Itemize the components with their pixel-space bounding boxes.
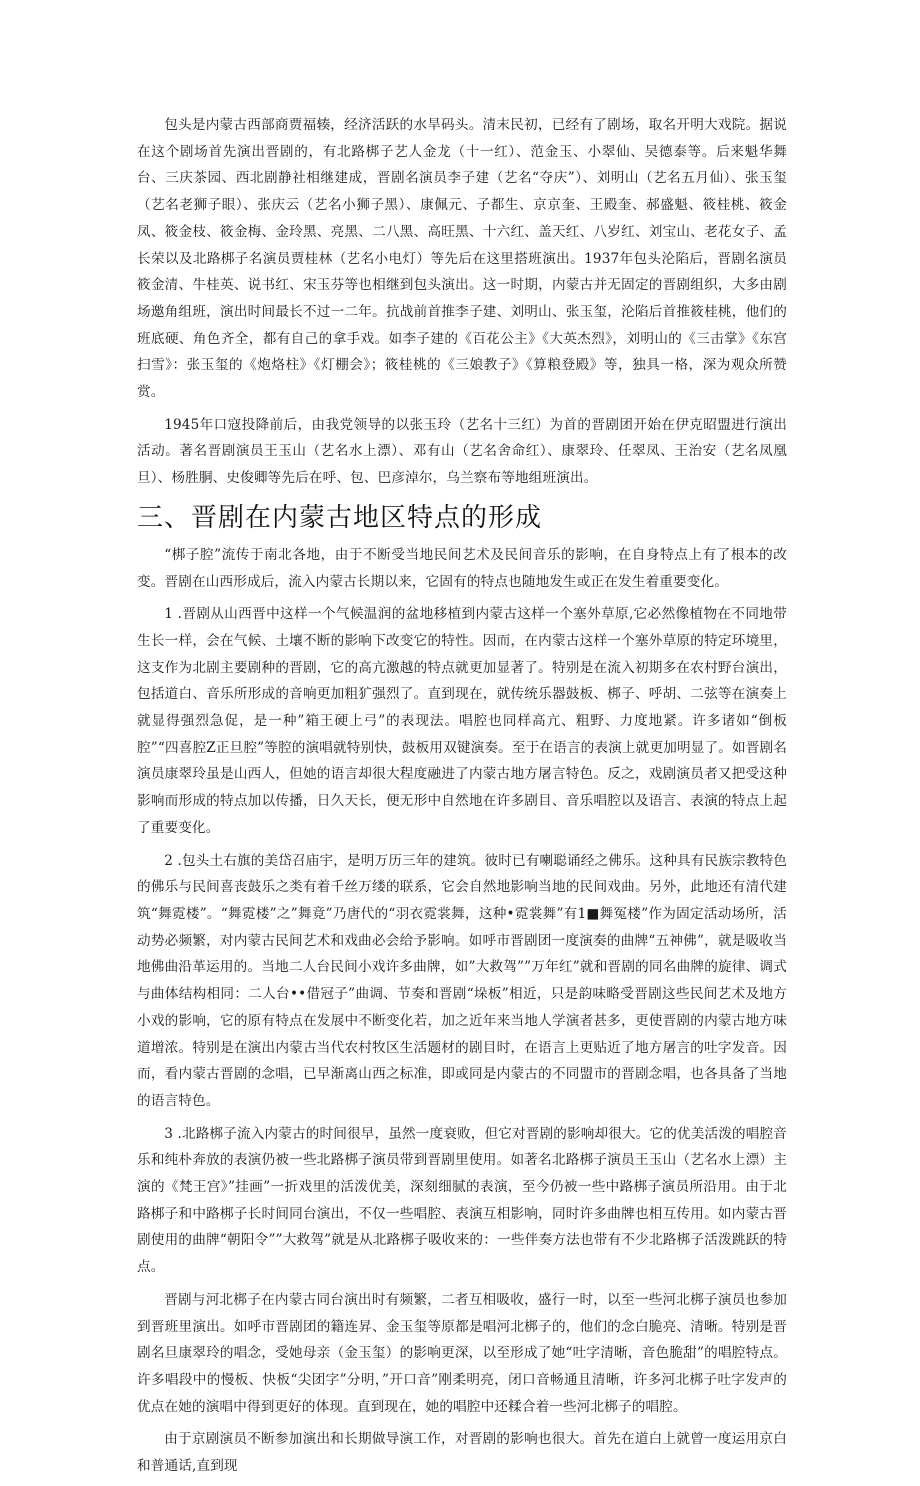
paragraph-1945-troupes: 1945年口寇投降前后，由我党领导的以张玉玲（艺名十三红）为首的晋剧团开始在伊克昭盟进行演出活动。著名晋剧演员王玉山（艺名水上漂）、邓有山（艺名舍命红）、康翠玲、任翠凤、王治安（艺名凤凰旦）、杨胜胴、史俊卿等先后在呼、包、巴彦淖尔，乌兰察布等地组班演出。 (137, 416, 787, 487)
paragraph-point-3: 3 .北路梆子流入内蒙古的时间很早，虽然一度衰败，但它对晋剧的影响却很大。它的优美活泼的唱腔音乐和纯朴奔放的表演仍被一些北路梆子演员带到晋剧里使用。如著名北路梆子演员王玉山（艺名水上漂）主演的《梵王宫》”挂画”一折戏里的活泼优美，深刻细腻的表演，至今仍被一些中路梆子演员所沿用。由于北路梆子和中路梆子长时间同台演出，不仅一些唱腔、表演互相影响，同时许多曲牌也相互传用。如内蒙古晋剧使用的曲牌“朝阳令””大救驾”就是从北路梆子吸收来的：一些伴奏方法也带有不少北路梆子活泼跳跃的特点。 (137, 1125, 787, 1276)
paragraph-point-2: 2 .包头土右旗的美岱召庙宇，是明万历三年的建筑。彼时已有喇聪诵经之佛乐。这种具有民族宗教特色的佛乐与民间喜丧鼓乐之类有着千丝万缕的联系，它会自然地影响当地的民间戏曲。另外，此地还有清代建筑“舞霓楼”。“舞霓楼”之”舞竟”乃唐代的“羽衣霓裳舞，这种•霓裳舞”有1■舞冤楼”作为固定活动场所，活动势必频繁，对内蒙古民间艺术和戏曲必会给予影响。如呼市晋剧团一度演奏的曲牌“五神佛”，就是吸收当地佛曲沿革运用的。当地二人台民间小戏许多曲牌，如”大救驾””万年红”就和晋剧的同名曲牌的旋律、调式与曲体结构相同：二人台••借冠子”曲调、节奏和晋剧“垛板”相近，只是韵味略受晋剧这些民间艺术及地方小戏的影响，它的原有特点在发展中不断变化若，加之近年来当地人学演者甚多，更使晋剧的内蒙古地方味道增浓。特别是在演出内蒙古当代农村牧区生活题材的剧目时，在语言上更贴近了地方屠言的吐字发音。因而，看内蒙古晋剧的念唱，已早渐离山西之标准，即或同是内蒙古的不同盟市的晋剧念唱，也各具备了当地的语言特色。 (137, 852, 787, 1109)
document-body (137, 112, 787, 1486)
section-heading: 三、晋剧在内蒙古地区特点的形成 (137, 502, 543, 533)
paragraph-baotou-theaters: 包头是内蒙古西部商贾福辏，经济活跃的水旱码头。清末民初，已经有了剧场，取名开明大戏院。据说在这个剧场首先演出晋剧的，有北路梆子艺人金龙（十一红）、范金玉、小翠仙、吴德泰等。后来魁华舞台、三庆茶园、西北剧静社相继建成，晋剧名演员李子建（艺名“夺庆”）、刘明山（艺名五月仙）、张玉玺（艺名老狮子眼）、张庆云（艺名小狮子黑）、康佩元、子都生、京京奎、王殿奎、郝盛魁、筱桂桃、筱金凤、筱金枝、筱金梅、金玲黑、亮黑、二八黑、高旺黑、十六红、盖天红、八岁红、刘宝山、老花女子、孟长荣以及北路梆子名演员贾桂林（艺名小电灯）等先后在这里搭班演出。1937年包头沦陷后，晋剧名演员筱金清、牛桂英、说书红、宋玉芬等也相继到包头演出。这一时期，内蒙古并无固定的晋剧组织，大多由剧场邀角组班，演出时间最长不过一二年。抗战前首推李子建、刘明山、张玉玺，沦陷后首推筱桂桃，他们的班底硬、角色齐全，都有自己的拿手戏。如李子建的《百花公主》《大英杰烈》，刘明山的《三击掌》《东宫扫雪》：张玉玺的《炮烙柱》《灯棚会》；筱桂桃的《三娘教子》《算粮登殿》等，独具一格，深为观众所赞赏。 (137, 117, 787, 401)
paragraph-peking-opera: 由于京剧演员不断参加演出和长期做导演工作，对晋剧的影响也很大。首先在道白上就曾一度运用京白和普通话,直到现 (137, 1431, 787, 1475)
paragraph-hebei-bangzi: 晋剧与河北梆子在内蒙古同台演出时有频繁，二者互相吸收，盛行一时，以至一些河北梆子演员也参加到晋班里演出。如呼市晋剧团的籍连昇、金玉玺等原都是唱河北梆子的，他们的念白脆亮、清晰。特别是晋剧名旦康翠玲的唱念，受她母亲（金玉玺）的影响更深，以至形成了她“吐字清晰，音色脆甜”的唱腔特点。许多唱段中的慢板、快板“尖团字”分明，”开口音”刚柔明亮，闭口音畅通且清晰，许多河北梆子吐字发声的优点在她的演唱中得到更好的体现。直到现在，她的唱腔中还糅合着一些河北梆子的唱腔。 (137, 1291, 787, 1415)
paragraph-intro: “梆子腔”流传于南北各地，由于不断受当地民间艺术及民间音乐的影响，在自身特点上有了根本的改变。晋剧在山西形成后，流入内蒙古长期以来，它固有的特点也随地发生或正在发生着重要变化。 (137, 546, 787, 590)
paragraph-point-1: 1 .晋剧从山西晋中这样一个气候温润的盆地移植到内蒙古这样一个塞外草原,它必然像植物在不同地带生长一样，会在气候、土壤不断的影响下改变它的特性。因而，在内蒙古这样一个塞外草原的特定环境里，这支作为北剧主要剧种的晋剧，它的高亢激越的特点就更加显著了。特别是在流入初期多在农村野台演出，包括道白、音乐所形成的音响更加粗犷强烈了。直到现在，就传统乐器鼓板、梆子、呼胡、二弦等在演奏上就显得强烈急促，是一种”箱王硬上弓”的表现法。唱腔也同样高亢、粗野、力度地紧。许多诸如“倒板腔”“四喜腔Z正旦腔”等腔的演唱就特别快，鼓板用双键演奏。至于在语言的表演上就更加明显了。如晋剧名演员康翠玲虽是山西人，但她的语言却很大程度融进了内蒙古地方屠言特色。反之，戏剧演员者又把受这种影响而形成的特点加以传播，日久天长，便无形中自然地在许多剧目、音乐唱腔以及语言、表演的特点上起了重要变化。 (137, 606, 787, 836)
